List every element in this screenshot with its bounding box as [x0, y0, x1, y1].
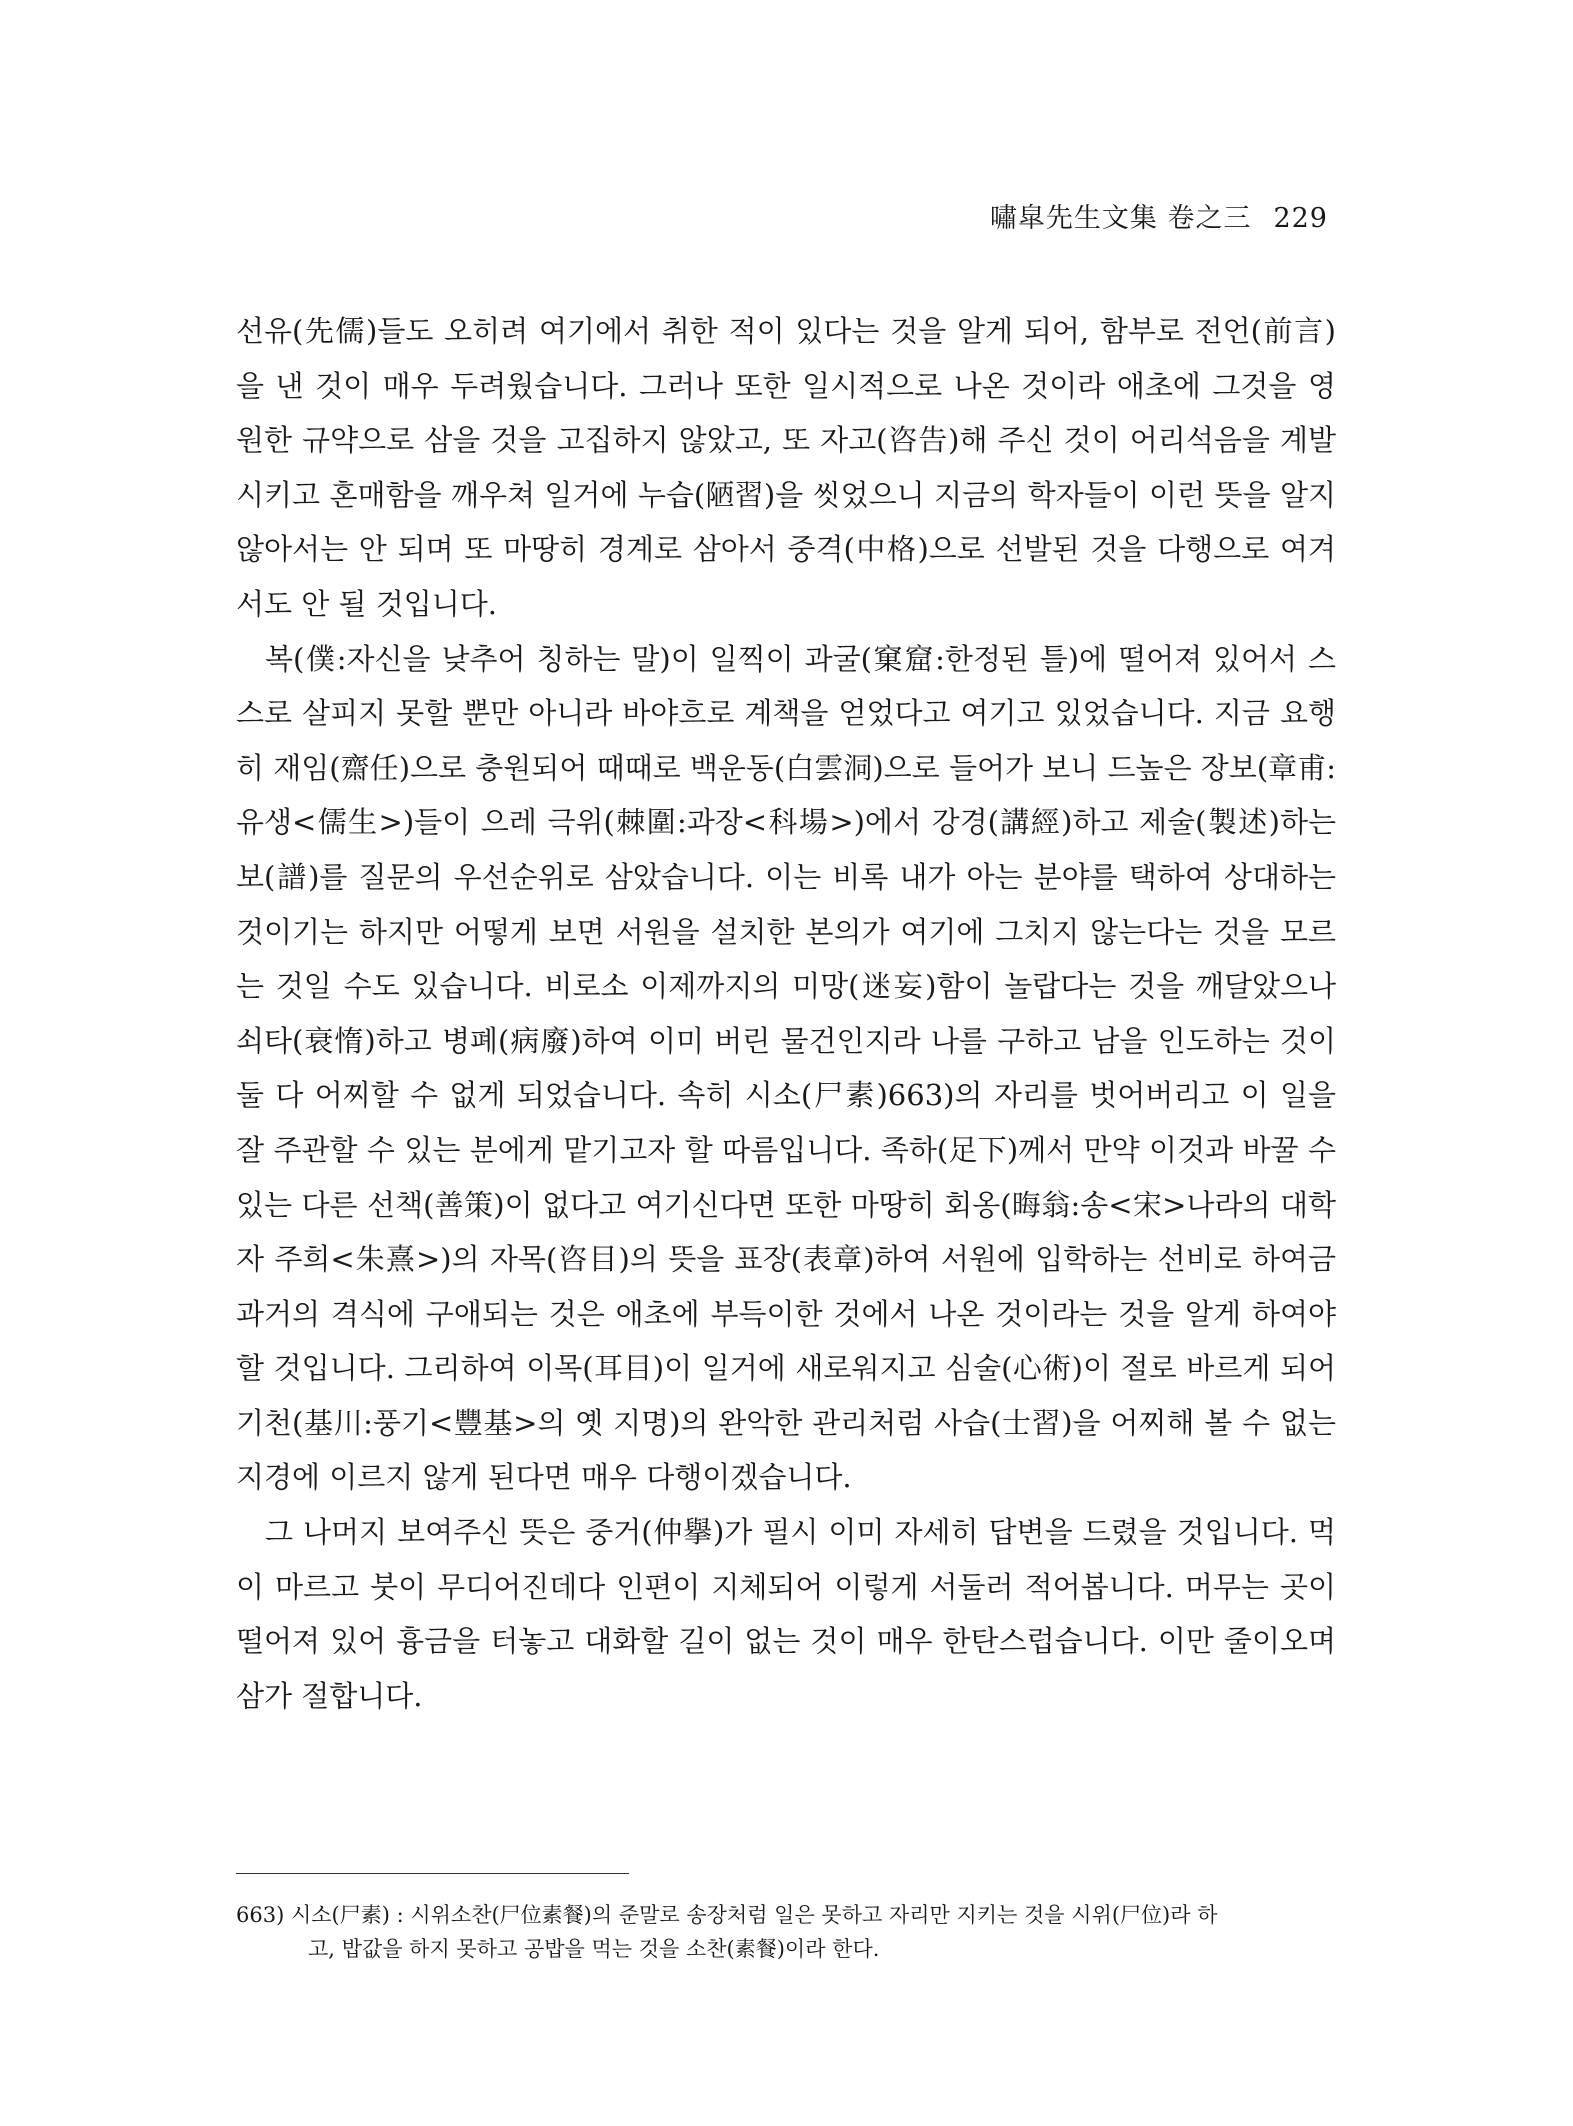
paragraph-2: 복(僕:자신을 낮추어 칭하는 말)이 일찍이 과굴(窠窟:한정된 틀)에 떨어져 있어서 스스로 살피지 못할 뿐만 아니라 바야흐로 계책을 얻었다고 여기고 있었습니다. 지금 요행히 재임(齋任)으로 충원되어 때때로 백운동(白雲洞)으로 들어가 보니 드높은 장보(章甫:유생<儒生>)들이 으레 극위(棘圍:과장<科場>)에서 강경(講經)하고 제술(製述)하는 보(譜)를 질문의 우선순위로 삼았습니다. 이는 비록 내가 아는 분야를 택하여 상대하는 것이기는 하지만 어떻게 보면 서원을 설치한 본의가 여기에 그치지 않는다는 것을 모르는 것일 수도 있습니다. 비로소 이제까지의 미망(迷妄)함이 놀랍다는 것을 깨달았으나 쇠타(衰惰)하고 병폐(病廢)하여 이미 버린 물건인지라 나를 구하고 남을 인도하는 것이 둘 다 어찌할 수 없게 되었습니다. 속히 시소(尸素)663)의 자리를 벗어버리고 이 일을 잘 주관할 수 있는 분에게 맡기고자 할 따름입니다. 족하(足下)께서 만약 이것과 바꿀 수 있는 다른 선책(善策)이 없다고 여기신다면 또한 마땅히 회옹(晦翁:송<宋>나라의 대학자 주희<朱熹>)의 자목(咨目)의 뜻을 표장(表章)하여 서원에 입학하는 선비로 하여금 과거의 격식에 구애되는 것은 애초에 부득이한 것에서 나온 것이라는 것을 알게 하여야 할 것입니다. 그리하여 이목(耳目)이 일거에 새로워지고 심술(心術)이 절로 바르게 되어 기천(基川:풍기<豐基>의 옛 지명)의 완악한 관리처럼 사습(士習)을 어찌해 볼 수 없는 지경에 이르지 않게 된다면 매우 다행이겠습니다.	[236, 641, 1336, 1495]
running-head	[990, 196, 1328, 235]
footnote-divider	[236, 1873, 629, 1874]
body-text	[236, 304, 1336, 1723]
page-number: 229	[1273, 203, 1328, 234]
paragraph-3: 그 나머지 보여주신 뜻은 중거(仲擧)가 필시 이미 자세히 답변을 드렸을 것입니다. 먹이 마르고 붓이 무디어진데다 인편이 지체되어 이렇게 서둘러 적어봅니다. 머무는 곳이 떨어져 있어 흉금을 터놓고 대화할 길이 없는 것이 매우 한탄스럽습니다. 이만 줄이오며 삼가 절합니다.	[236, 1515, 1336, 1713]
paragraph-1: 선유(先儒)들도 오히려 여기에서 취한 적이 있다는 것을 알게 되어, 함부로 전언(前言)을 낸 것이 매우 두려웠습니다. 그러나 또한 일시적으로 나온 것이라 애초에 그것을 영원한 규약으로 삼을 것을 고집하지 않았고, 또 자고(咨告)해 주신 것이 어리석음을 계발시키고 혼매함을 깨우쳐 일거에 누습(陋習)을 씻었으니 지금의 학자들이 이런 뜻을 알지 않아서는 안 되며 또 마땅히 경계로 삼아서 중격(中格)으로 선발된 것을 다행으로 여겨서도 안 될 것입니다.	[236, 314, 1336, 621]
footnote-663	[236, 1898, 1336, 1966]
footnote-line: 고, 밥값을 하지 못하고 공밥을 먹는 것을 소찬(素餐)이라 한다.	[308, 1937, 880, 1961]
footnote-line: 663) 시소(尸素) : 시위소찬(尸位素餐)의 준말로 송장처럼 일은 못하고 자리만 지키는 것을 시위(尸位)라 하	[236, 1903, 1218, 1927]
book-title: 嘯皐先生文集 卷之三	[989, 203, 1252, 234]
